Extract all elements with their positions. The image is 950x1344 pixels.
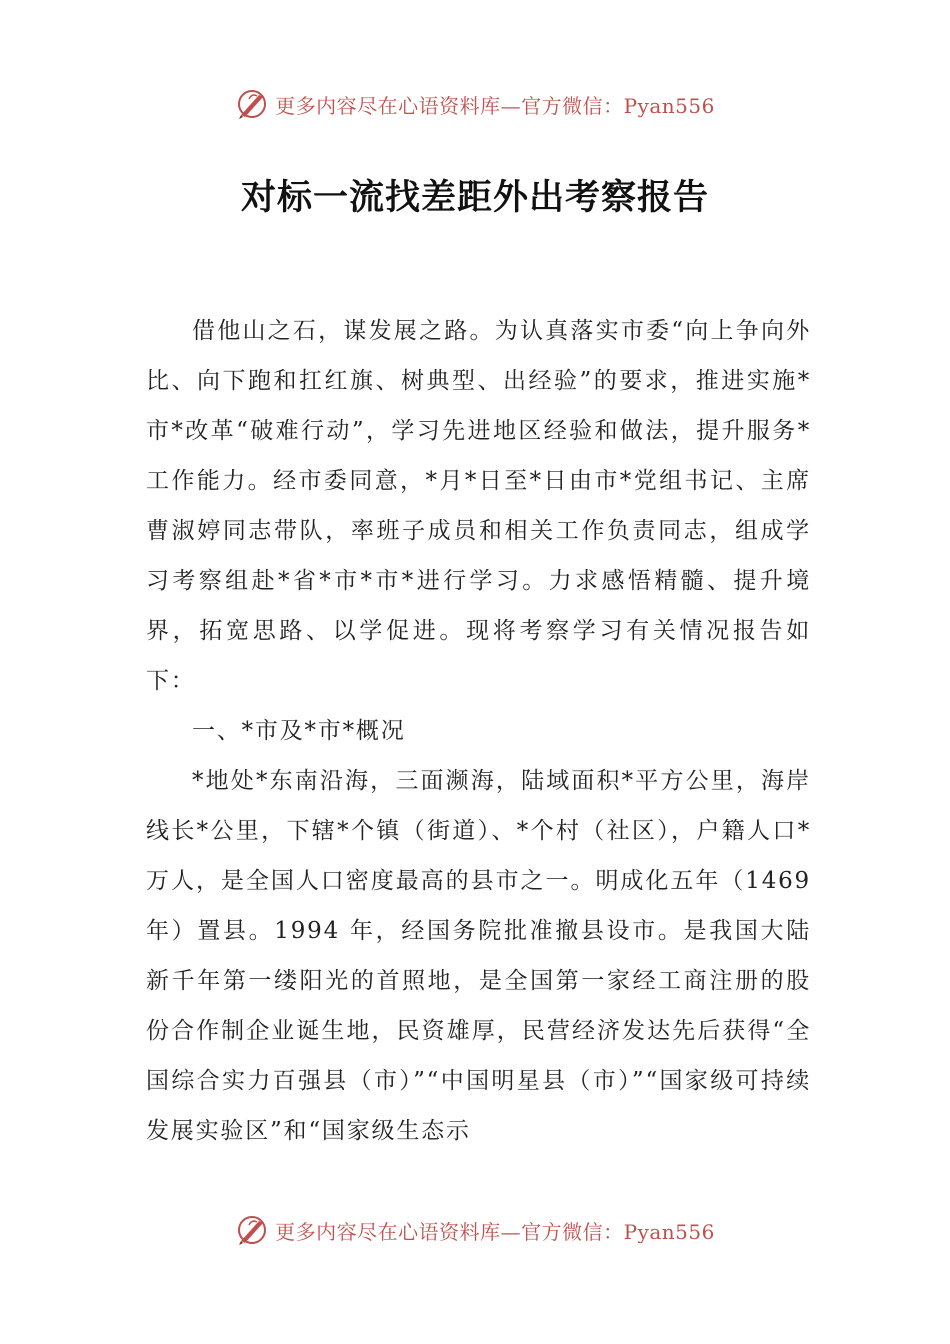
watermark-text xyxy=(275,90,715,119)
watermark-label: 更多内容尽在心语资料库—官方微信： xyxy=(275,93,624,118)
document-body xyxy=(146,306,811,1156)
section-heading: 一、*市及*市*概况 xyxy=(192,718,406,744)
paragraph-intro: 借他山之石，谋发展之路。为认真落实市委“向上争向外比、向下跑和扛红旗、树典型、出经验”的要求，推进实施*市*改革“破难行动”，学习先进地区经验和做法，提升服务*工作能力。经市委同意，*月*日至*日由市*党组书记、主席曹淑婷同志带队，率班子成员和相关工作负责同志，组成学习考察组赴*省*市*市*进行学习。力求感悟精髓、提升境界，拓宽思路、以学促进。现将考察学习有关情况报告如下： xyxy=(146,318,811,694)
pen-in-circle-icon xyxy=(235,1213,269,1247)
watermark-wechat-id: Pyan556 xyxy=(623,93,715,118)
paragraph-overview: *地处*东南沿海，三面濒海，陆域面积*平方公里，海岸线长*公里，下辖*个镇（街道）、*个村（社区），户籍人口*万人，是全国人口密度最高的县市之一。明成化五年（1469 年）置县。1994 年，经国务院批准撤县设市。是我国大陆新千年第一缕阳光的首照地，是全国第一家经工商注册的股份合作制企业诞生地，民资雄厚，民营经济发达先后获得“全国综合实力百强县（市）”“中国明星县（市）”“国家级可持续发展实验区”和“国家级生态示 xyxy=(146,768,811,1144)
watermark-text xyxy=(275,1216,715,1245)
watermark-label: 更多内容尽在心语资料库—官方微信： xyxy=(275,1219,624,1244)
watermark-wechat-id: Pyan556 xyxy=(623,1219,715,1244)
pen-in-circle-icon xyxy=(235,87,269,121)
document-title: 对标一流找差距外出考察报告 xyxy=(240,178,709,218)
header-watermark xyxy=(0,84,950,124)
footer-watermark xyxy=(0,1210,950,1250)
